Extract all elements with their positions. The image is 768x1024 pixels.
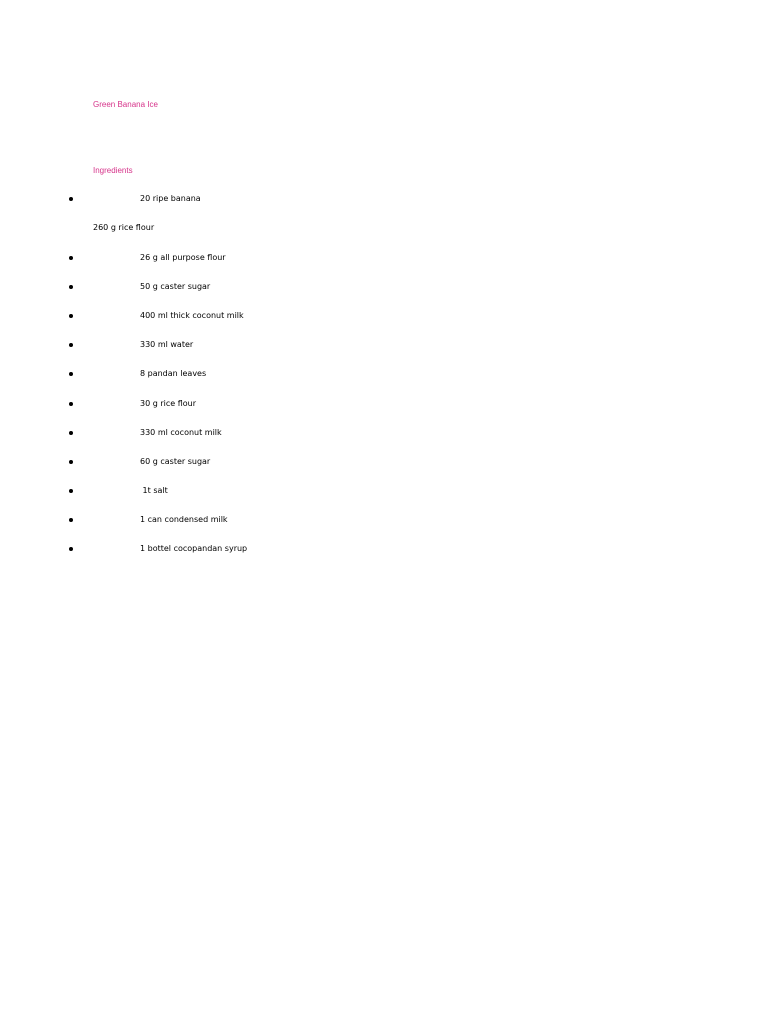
bullet-icon xyxy=(69,314,73,318)
list-item xyxy=(0,367,768,381)
ingredient-text: 1 bottel cocopandan syrup xyxy=(140,544,248,553)
ingredient-text: 30 g rice flour xyxy=(140,399,197,408)
bullet-icon xyxy=(69,518,73,522)
ingredients-heading: Ingredients xyxy=(93,166,133,175)
list-item xyxy=(0,309,768,323)
bullet-icon xyxy=(69,197,73,201)
list-item xyxy=(0,397,768,411)
bullet-icon xyxy=(69,343,73,347)
bullet-icon xyxy=(69,402,73,406)
list-item xyxy=(0,192,768,206)
ingredient-text: 8 pandan leaves xyxy=(140,369,207,378)
ingredient-text: 1t salt xyxy=(140,486,168,495)
ingredient-text: 400 ml thick coconut milk xyxy=(140,311,244,320)
bullet-icon xyxy=(69,372,73,376)
ingredient-text: 1 can condensed milk xyxy=(140,515,228,524)
ingredient-text: 330 ml water xyxy=(140,340,194,349)
list-item xyxy=(0,221,768,235)
list-item xyxy=(0,455,768,469)
ingredient-text: 60 g caster sugar xyxy=(140,457,211,466)
list-item xyxy=(0,484,768,498)
bullet-icon xyxy=(69,547,73,551)
ingredient-text: 50 g caster sugar xyxy=(140,282,211,291)
ingredient-text: 20 ripe banana xyxy=(140,194,201,203)
list-item xyxy=(0,426,768,440)
ingredient-text: 260 g rice flour xyxy=(93,223,155,232)
list-item xyxy=(0,513,768,527)
bullet-icon xyxy=(69,460,73,464)
bullet-icon xyxy=(69,285,73,289)
bullet-icon xyxy=(69,489,73,493)
list-item xyxy=(0,338,768,352)
ingredient-text: 26 g all purpose flour xyxy=(140,253,226,262)
list-item xyxy=(0,251,768,265)
list-item xyxy=(0,280,768,294)
list-item xyxy=(0,542,768,556)
recipe-title: Green Banana Ice xyxy=(93,100,158,109)
bullet-icon xyxy=(69,256,73,260)
ingredient-text: 330 ml coconut milk xyxy=(140,428,222,437)
bullet-icon xyxy=(69,431,73,435)
